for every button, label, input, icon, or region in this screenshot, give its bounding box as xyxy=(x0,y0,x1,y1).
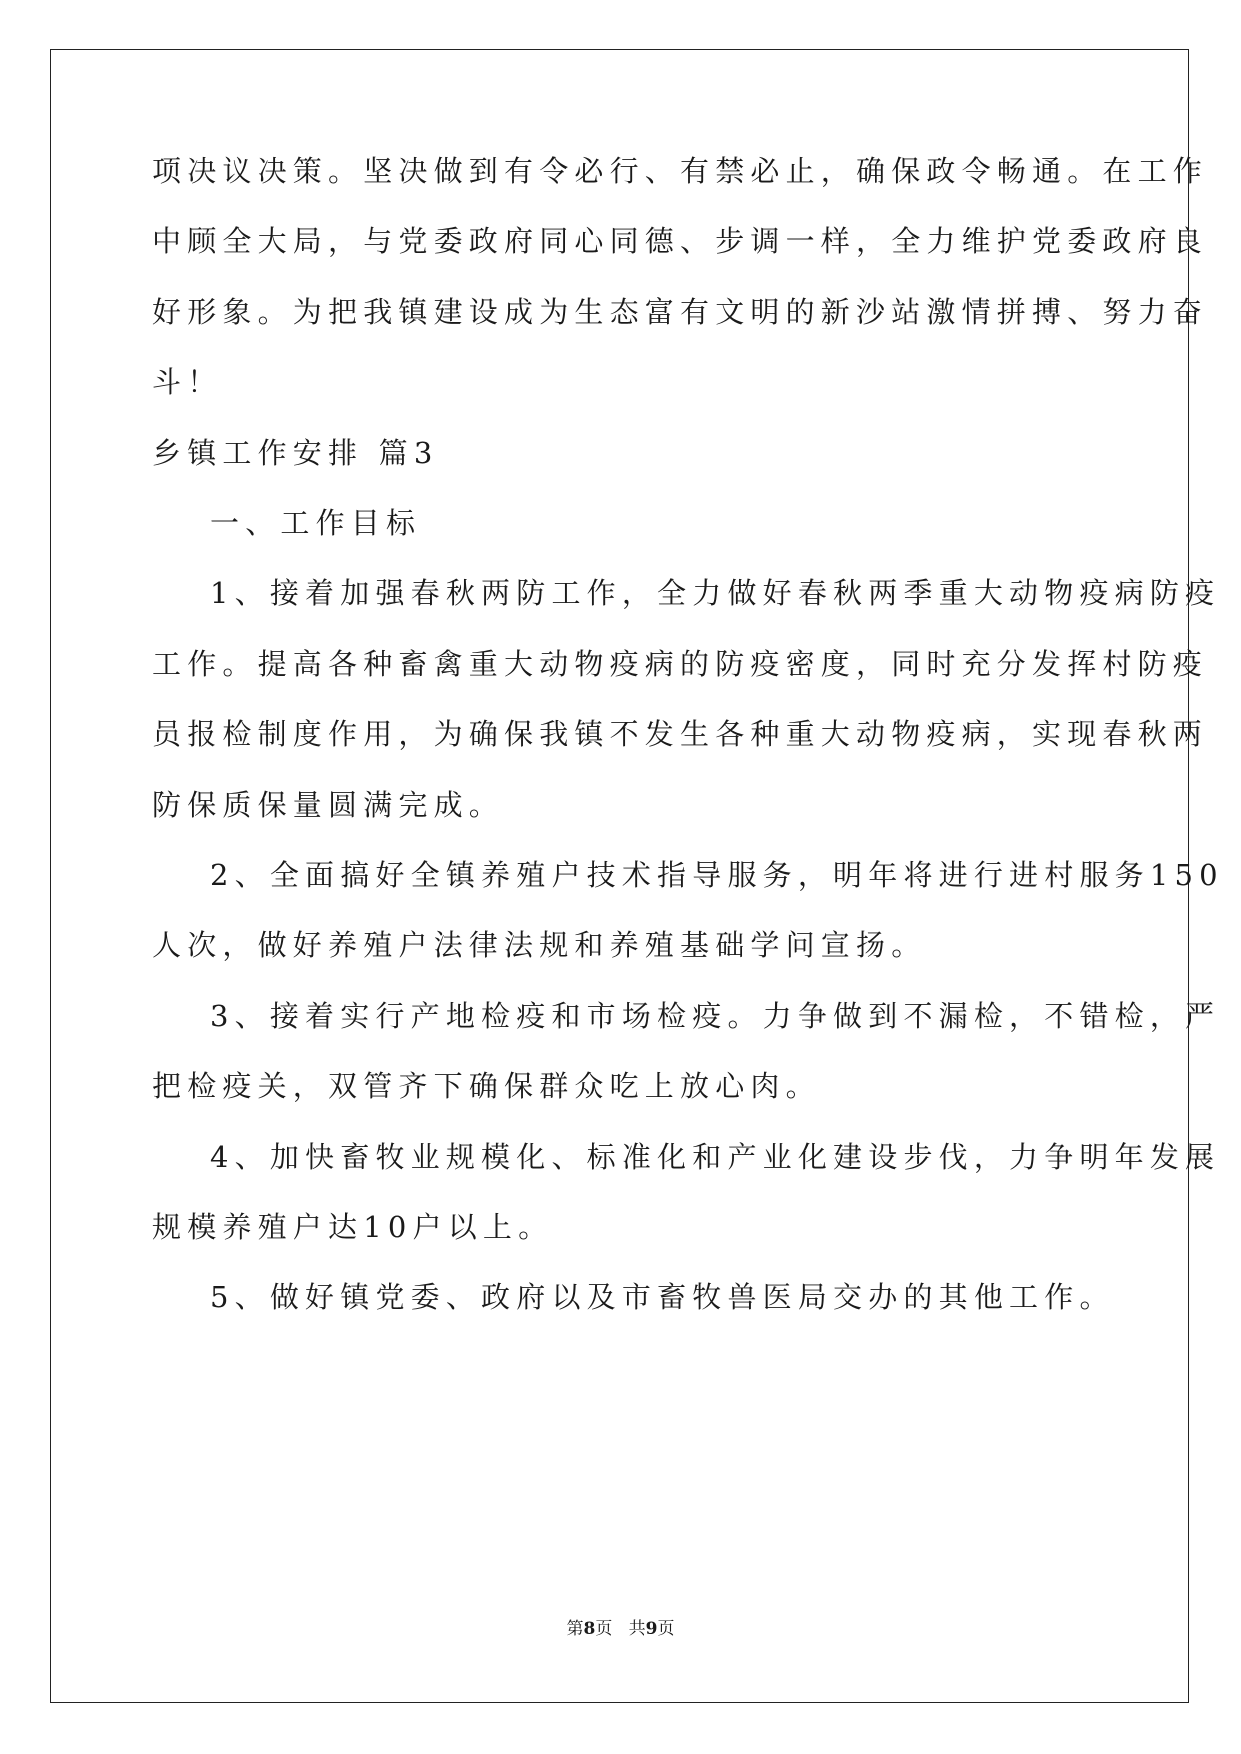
page-footer xyxy=(0,1617,1241,1641)
body-line: 项决议决策。坚决做到有令必行、有禁必止，确保政令畅通。在工作 xyxy=(152,154,1209,188)
body-line: 防保质保量圆满完成。 xyxy=(152,788,505,822)
body-line: 把检疫关，双管齐下确保群众吃上放心肉。 xyxy=(152,1069,821,1103)
body-line: 员报检制度作用，为确保我镇不发生各种重大动物疫病，实现春秋两 xyxy=(152,717,1209,751)
body-line: 人次，做好养殖户法律法规和养殖基础学问宣扬。 xyxy=(152,928,927,962)
subheading: 一、工作目标 xyxy=(210,506,422,540)
body-line: 规模养殖户达10户以上。 xyxy=(152,1210,554,1244)
body-line: 好形象。为把我镇建设成为生态富有文明的新沙站激情拼搏、努力奋 xyxy=(152,295,1209,329)
current-page-number: 8 xyxy=(583,1619,596,1639)
body-line: 2、全面搞好全镇养殖户技术指导服务，明年将进行进村服务150 xyxy=(210,858,1224,892)
section-heading: 乡镇工作安排 篇3 xyxy=(152,436,439,470)
body-line: 中顾全大局，与党委政府同心同德、步调一样，全力维护党委政府良 xyxy=(152,224,1209,258)
footer-middle: 页 共 xyxy=(595,1619,646,1639)
total-pages-number: 9 xyxy=(645,1619,658,1639)
body-line: 3、接着实行产地检疫和市场检疫。力争做到不漏检，不错检，严 xyxy=(210,999,1221,1033)
body-line: 1、接着加强春秋两防工作，全力做好春秋两季重大动物疫病防疫 xyxy=(210,576,1221,610)
body-line: 斗！ xyxy=(152,365,223,399)
footer-suffix: 页 xyxy=(657,1619,675,1639)
body-line: 工作。提高各种畜禽重大动物疫病的防疫密度，同时充分发挥村防疫 xyxy=(152,647,1209,681)
body-line: 4、加快畜牧业规模化、标准化和产业化建设步伐，力争明年发展 xyxy=(210,1140,1221,1174)
body-line: 5、做好镇党委、政府以及市畜牧兽医局交办的其他工作。 xyxy=(210,1280,1115,1314)
footer-prefix: 第 xyxy=(566,1619,584,1639)
